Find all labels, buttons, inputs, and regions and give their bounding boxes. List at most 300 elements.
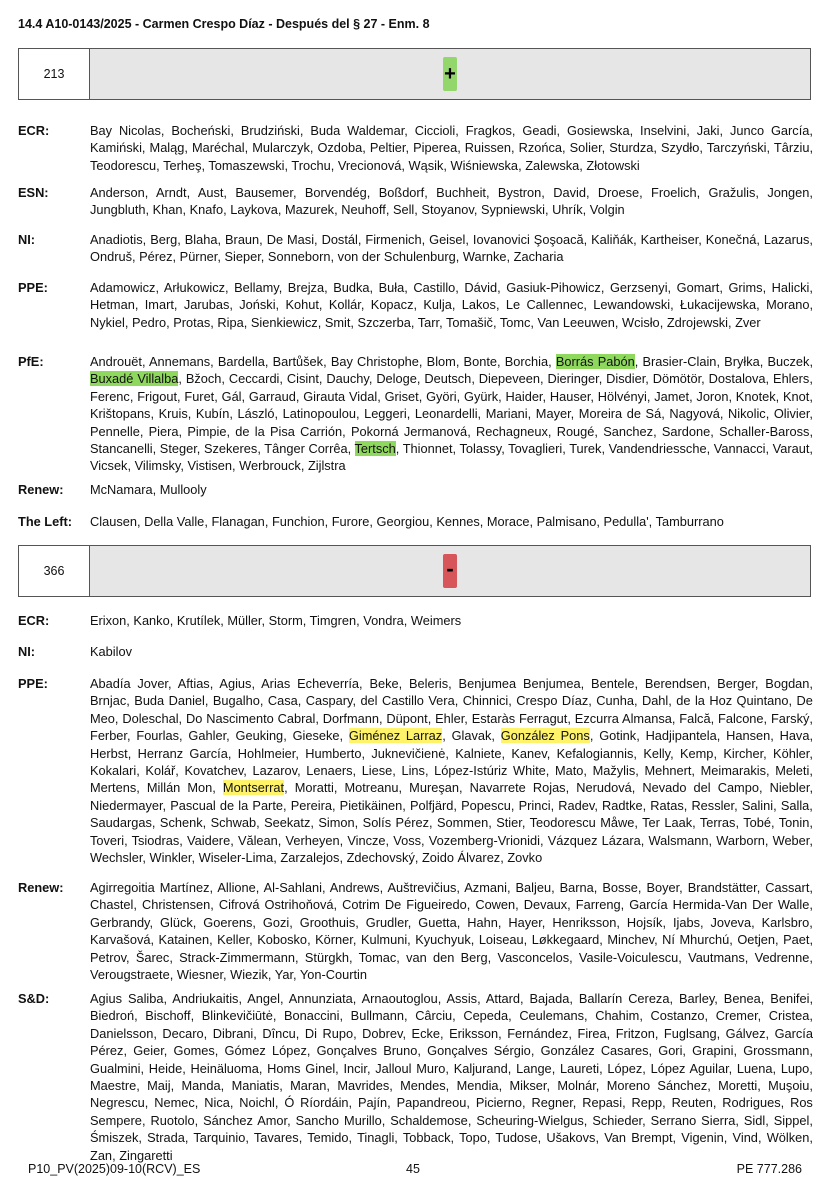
member-name: Lenaers [306, 763, 353, 779]
member-name: Brandstätter [687, 880, 757, 895]
member-name: Kennes [436, 514, 480, 529]
member-name: Gyürk [464, 388, 499, 404]
member-name: Griset [384, 388, 419, 404]
member-name: Herbst [90, 745, 128, 761]
member-name: Zoido Álvarez [421, 850, 501, 866]
member-name: Sturdza [609, 140, 654, 156]
member-name: Ros Sempere [90, 1095, 813, 1128]
group-row [18, 513, 818, 530]
member-name: Agirregoitia Martínez [90, 880, 210, 895]
member-name: Sidl [743, 1112, 766, 1128]
member-name: Brnjac [90, 693, 127, 709]
member-list: Adamowicz, Arłukowicz, Bellamy, Brejza, Budka, Buła, Castillo, Dávid, Gasiuk-Pihowicz, Gerzsenyi, Gomart, Grims, Halicki, Hetman, Imart, Jarubas, Joński, Kohut, Kollár, Kopacz, Kulja, Lakos, Le Callennec, Lewandowski, Łukacijewska, Morano, Nykiel, Pedro, Protas, Ripa, Sienkiewicz, Smit, Szczerba, Tarr, Tomašič, Tomc, Van Leeuwen, Wcisło, Zdrojewski, Zver [90, 280, 814, 330]
member-name: Eriksson [449, 1025, 499, 1041]
member-name: Pajín [358, 1095, 388, 1111]
member-name: Estaràs Ferragut [471, 710, 568, 726]
member-name: Mato [554, 763, 584, 779]
member-name: Serrano Sierra [650, 1112, 736, 1128]
member-name: Ecke [411, 1025, 440, 1041]
member-name: Peltier [369, 140, 406, 156]
member-name: Moreira de Sá [578, 406, 662, 422]
member-name: Haider [505, 388, 543, 404]
member-name: Groothuis [299, 914, 356, 930]
member-name: Della Valle [144, 514, 205, 529]
member-name: Györi [426, 388, 457, 404]
member-name: Verheyen [285, 832, 340, 848]
member-name: Diepeveen [478, 371, 540, 387]
member-name: Sánchez Amor [203, 1112, 288, 1128]
member-name: Jalloul Muro [375, 1060, 446, 1076]
member-name: Cunha [596, 693, 634, 709]
member-name: Zijlstra [307, 458, 346, 474]
member-name: Ceulemans [519, 1008, 585, 1024]
member-name: Wölken [766, 1130, 810, 1146]
member-name: Furore [331, 514, 370, 529]
member-name: Wechsler [90, 850, 143, 866]
member-name: Gotink [599, 728, 637, 744]
member-name: Timgren [309, 613, 357, 628]
member-name: Herranz García [137, 745, 228, 761]
member-name: Cotrim De Figueiredo [342, 897, 467, 913]
member-name: Buchheit [436, 185, 486, 200]
member-name: Schaldemose [390, 1112, 468, 1128]
member-name: Bosse [602, 880, 638, 895]
member-name: Gálvez [725, 1025, 766, 1041]
member-name: Leonardelli [414, 406, 478, 422]
member-name: Gomes [173, 1043, 215, 1059]
member-name: Le Callennec [505, 297, 584, 313]
member-name: Strada [147, 1130, 185, 1146]
member-name: Gerbrandy [90, 914, 150, 930]
member-name: Pereira [290, 797, 332, 813]
group-row [18, 643, 818, 660]
group-row [18, 481, 818, 498]
member-list: Abadía Jover, Aftias, Agius, Arias Echeverría, Beke, Beleris, Benjumea Benjumea, Bentele, Berendsen, Berger, Bogdan, Brnjac, Buda Daniel, Bugalho, Casa, Caspary, del Castillo Vera, Chinnici, Crespo Díaz, Cunha, Dahl, de la Hoz Quintano, De Meo, Doleschal, Do Nascimento Cabral, Dorfmann, Düpont, Ehler, Estaràs Ferragut, Ezcurra Almansa, Falcă, Falcone, Farský, Ferber, Fourlas, Gahler, Geuking, Gieseke, Giménez Larraz, Glavak, González Pons, Gotink, Hadjipantela, Hansen, Hava, Herbst, Herranz García, Hohlmeier, Humberto, Juknevičienė, Kalniete, Kanev, Kefalogiannis, Kelly, Kemp, Kircher, Köhler, Kokalari, Kolář, Kovatchev, Lazarov, Lenaers, Liese, Lins, López-Istúriz White, Mato, Mažylis, Mehnert, Meimarakis, Meleti, Mertens, Millán Mon, Montserrat, Moratti, Motreanu, Mureşan, Navarrete Rojas, Nerudová, Nevado del Campo, Niebler, Niedermayer, Pascual de la Parte, Pereira, Pietikäinen, Polfjärd, Popescu, Princi, Radev, Radtke, Ratas, Ressler, Salini, Salla, Saudargas, Schenk, Schwab, Seekatz, Simon, Solís Pérez, Sommen, Stier, Teodorescu Måwe, Ter Laak, Terras, Tobé, Tonin, Toveri, Tsiodras, Vaidere, Vălean, Verheyen, Vincze, Voss, Vozemberg-Vrionidi, Vázquez Lázara, Walsmann, Warborn, Weber, Wechsler, Winkler, Wiseler-Lima, Zarzalejos, Zdechovský, Zoido Álvarez, Zovko [90, 676, 814, 866]
member-name: Andriukaitis [172, 991, 239, 1006]
member-name: Neuhoff [341, 202, 386, 218]
member-name: Schaller-Baross [719, 423, 810, 439]
member-name: Storm [268, 613, 303, 628]
member-name: Kaljurand [453, 1060, 508, 1076]
member-name: David [553, 185, 586, 200]
member-name: Mendia [456, 1078, 499, 1094]
vote-box-minus [18, 545, 811, 597]
member-name: Ozdoba [317, 140, 363, 156]
member-name: Gonçalves Bruno [316, 1043, 418, 1059]
member-name: Anderson [90, 185, 145, 200]
member-name: Fragkos [465, 123, 512, 138]
member-name: Maniatis [231, 1078, 280, 1094]
member-name: Karvašová [90, 932, 151, 948]
group-row [18, 279, 818, 331]
member-name: Laykova [230, 202, 278, 218]
member-name: Tomac [358, 949, 397, 965]
member-name: Vasconcelos [497, 949, 570, 965]
member-name: Ter Laak [642, 815, 693, 831]
member-name: Vistisen [187, 458, 233, 474]
member-name: Vozemberg-Vrionidi [428, 832, 540, 848]
member-name: Georgiou [376, 514, 430, 529]
member-name: Glück [160, 914, 193, 930]
member-name: Hava [779, 728, 810, 744]
member-name: Sippel [773, 1112, 810, 1128]
member-name: Kokalari [90, 763, 137, 779]
member-name: Aftias [177, 676, 210, 691]
member-name: Ruissen [464, 140, 512, 156]
member-name: Castillo [413, 280, 456, 295]
member-name: Tobback [402, 1130, 451, 1146]
member-name: Reuten [671, 1095, 713, 1111]
member-name: Buda Waldemar [310, 123, 405, 138]
member-name: Latinopoulou [282, 406, 356, 422]
member-name: Cowen [475, 897, 516, 913]
member-name: Stancanelli [90, 441, 153, 457]
member-name: Sienkiewicz [250, 314, 318, 330]
member-name: Târziu [773, 140, 810, 156]
member-name: Mularczyk [252, 140, 310, 156]
member-name: Gál [221, 388, 242, 404]
member-name: Girauta Vidal [303, 388, 378, 404]
member-name: Zver [735, 314, 761, 330]
member-name: Mazurek [285, 202, 335, 218]
member-name: Wiezik [230, 967, 268, 983]
member-name: Berg [150, 232, 178, 247]
member-name: Inselvini [640, 123, 687, 138]
member-name: Mehnert [644, 763, 692, 779]
member-name: Schwab [210, 815, 257, 831]
member-name: Uhrík [552, 202, 583, 218]
member-name: Jongen [767, 185, 810, 200]
member-name: Falcă [679, 710, 711, 726]
footer-pe-number: PE 777.286 [736, 1162, 802, 1176]
member-name: Niedermayer [90, 797, 163, 813]
member-name: Kohut [285, 297, 319, 313]
member-name: Hansen [726, 728, 771, 744]
member-name: Zan [90, 1147, 113, 1163]
member-name: Motreanu [344, 780, 399, 796]
member-name: Krištopans [90, 406, 151, 422]
member-name: Verougstraete [90, 967, 170, 983]
member-name: Junco García [729, 123, 810, 138]
member-name: Mayer [535, 406, 571, 422]
group-row [18, 990, 818, 1164]
member-name: Henriksson [552, 914, 617, 930]
vote-box-plus [18, 48, 811, 100]
member-name: Ressler [691, 797, 735, 813]
member-name: Danielsson [90, 1025, 154, 1041]
member-name: Princi [518, 797, 551, 813]
group-name: ECR: [18, 613, 50, 628]
member-name: Van Leeuwen [537, 314, 615, 330]
group-name: PPE: [18, 676, 48, 691]
member-name: Joron [696, 388, 729, 404]
member-name: Mikser [509, 1078, 547, 1094]
member-name: Papandreou [396, 1095, 467, 1111]
member-name: Nerudová [576, 780, 632, 796]
member-name: De Masi [266, 232, 315, 247]
member-name: Sommen [436, 815, 489, 831]
member-name: Auštrevičius [387, 880, 457, 895]
member-name: Petrov [90, 949, 127, 965]
member-name: Bellamy [234, 280, 279, 295]
member-name: Varaut [772, 441, 810, 457]
member-name: Volgin [589, 202, 625, 218]
member-name: Bystron [497, 185, 542, 200]
member-name: Saudargas [90, 815, 152, 831]
member-name: Paet [783, 932, 810, 948]
group-name: PPE: [18, 280, 48, 295]
member-name: Steger [159, 441, 197, 457]
member-name: Minchev [607, 932, 655, 948]
member-list: Androuët, Annemans, Bardella, Bartůšek, Bay Christophe, Blom, Bonte, Borchia, Borrás Pabón, Brasier-Clain, Bryłka, Buczek, Buxadé Villalba, Bžoch, Ceccardi, Cisint, Dauchy, Deloge, Deutsch, Diepeveen, Dieringer, Disdier, Dömötör, Dostalova, Ehlers, Ferenc, Frigout, Furet, Gál, Garraud, Girauta Vidal, Griset, Györi, Gyürk, Haider, Hauser, Hölvényi, Jamet, Joron, Knotek, Knot, Krištopans, Kruis, Kubín, László, Latinopoulou, Leggeri, Leonardelli, Mariani, Mayer, Moreira de Sá, Nagyová, Nikolic, Olivier, Pennelle, Piera, Pimpie, de la Pisa Carrión, Pokorná Jermanová, Rechagneux, Rougé, Sanchez, Sardone, Schaller-Baross, Stancanelli, Steger, Szekeres, Tânger Corrêa, Tertsch, Thionnet, Tolassy, Tovaglieri, Turek, Vandendriessche, Vannacci, Varaut, Vicsek, Vilimsky, Vistisen, Werbrouck, Zijlstra [90, 354, 813, 474]
member-name: Glavak [451, 728, 492, 744]
member-name: Katainen [158, 932, 210, 948]
member-name: Maij [147, 1078, 171, 1094]
member-name: Khan [152, 202, 183, 218]
member-list: Agius Saliba, Andriukaitis, Angel, Annunziata, Arnaoutoglou, Assis, Attard, Bajada, Ballarín Cereza, Barley, Benea, Benifei, Biedroń, Bischoff, Blinkevičiūtė, Bonaccini, Bullmann, Cârciu, Cepeda, Ceulemans, Chahim, Costanzo, Cremer, Cristea, Danielsson, Decaro, Dibrani, Dîncu, Di Rupo, Dobrev, Ecke, Eriksson, Fernández, Firea, Fritzon, Fuglsang, Gálvez, García Pérez, Geier, Gomes, Gómez López, Gonçalves Bruno, Gonçalves Sérgio, González Casares, Gori, Grapini, Grossmann, Gualmini, Heide, Heinäluoma, Homs Ginel, Incir, Jalloul Muro, Kaljurand, Lange, Laureti, López, López Aguilar, Luena, Lupo, Maestre, Maij, Manda, Maniatis, Maran, Mavrides, Mendes, Mendia, Mikser, Molnár, Moreno Sánchez, Moretti, Muşoiu, Negrescu, Nemec, Nica, Noichl, Ó Ríordáin, Pajín, Papandreou, Picierno, Regner, Repasi, Repp, Reuten, Rodrigues, Ros Sempere, Ruotolo, Sánchez Amor, Sancho Murillo, Schaldemose, Scheuring-Wielgus, Schieder, Serrano Sierra, Sidl, Sippel, Śmiszek, Strada, Tarquinio, Tavares, Temido, Tinagli, Tobback, Topo, Tudose, Ušakovs, Van Brempt, Vigenin, Vind, Wölken, Zan, Zingaretti [90, 991, 813, 1163]
member-name: Protas [173, 314, 211, 330]
member-list [90, 643, 813, 660]
member-name: Vicsek [90, 458, 128, 474]
member-name: Cassart [765, 880, 810, 895]
member-name: Pedro [131, 314, 167, 330]
member-name: Baljeu [515, 880, 552, 895]
member-name: Bartůšek [272, 354, 324, 369]
member-name: Christensen [142, 897, 211, 913]
member-name: Cepeda [463, 1008, 509, 1024]
member-name: Simon [318, 815, 355, 831]
member-name: Hojsík [626, 914, 663, 930]
member-name: Bullmann [350, 1008, 405, 1024]
member-name: Buxadé Villalba [90, 371, 179, 387]
member-name: Mariani [485, 406, 528, 422]
member-name: Cisint [286, 371, 319, 387]
member-name: Rodrigues [722, 1095, 781, 1111]
member-name: Morace [486, 514, 530, 529]
member-name: Blinkevičiūtė [201, 1008, 273, 1024]
member-name: Zacharia [513, 249, 564, 265]
member-name: Piera [148, 423, 179, 439]
member-name: Agius [219, 676, 252, 691]
member-name: Warborn [716, 832, 765, 848]
member-name: Liese [361, 763, 393, 779]
member-name: Gahler [188, 728, 227, 744]
member-name: Benjumea Benjumea [458, 676, 581, 691]
member-name: Hahn [467, 914, 498, 930]
member-name: Vilimsky [134, 458, 181, 474]
member-name: Lakos [461, 297, 496, 313]
member-name: Biedroń [90, 1008, 135, 1024]
member-name: László [237, 406, 275, 422]
member-name: Schieder [592, 1112, 643, 1128]
member-name: Fernández [507, 1025, 569, 1041]
member-name: Kircher [723, 745, 764, 761]
member-name: Falcone [718, 710, 764, 726]
member-name: Al-Sahlani [263, 880, 322, 895]
member-name: Cremer [715, 1008, 758, 1024]
vote-count-minus: 366 [19, 546, 90, 596]
member-name: Cârciu [415, 1008, 453, 1024]
member-name: Ehler [435, 710, 465, 726]
member-name: Incir [343, 1060, 367, 1076]
member-name: Arłukowicz [163, 280, 225, 295]
member-name: van den Berg [406, 949, 488, 965]
member-name: Ciccioli [414, 123, 456, 138]
member-name: Rzońca [518, 140, 563, 156]
member-name: Szekeres [203, 441, 258, 457]
member-name: Droese [597, 185, 640, 200]
member-name: Vrecionová [337, 157, 402, 173]
member-name: Voss [393, 832, 422, 848]
member-name: Assis [446, 991, 478, 1006]
member-name: Schenk [159, 815, 203, 831]
member-name: Kyuchyuk [415, 932, 471, 948]
member-name: Sell [392, 202, 415, 218]
member-name: Di Rupo [304, 1025, 354, 1041]
member-name: Meleti [775, 763, 810, 779]
member-name: Tudose [495, 1130, 538, 1146]
member-name: Buła [378, 280, 405, 295]
member-name: Szydło [660, 140, 700, 156]
member-name: Luena [736, 1060, 773, 1076]
member-name: Humberto [305, 745, 362, 761]
member-name: Yar [274, 967, 294, 983]
member-list: Anadiotis, Berg, Blaha, Braun, De Masi, Dostál, Firmenich, Geisel, Iovanovici Şoşoacă, Kaliňák, Kartheiser, Konečná, Lazarus, Ondruš, Pérez, Pürner, Sieper, Sonneborn, von der Schulenburg, Warnke, Zacharia [90, 232, 813, 265]
member-name: Ondruš [90, 249, 132, 265]
member-name: Maran [290, 1078, 327, 1094]
member-name: Garraud [248, 388, 296, 404]
member-name: Zalewska [525, 157, 580, 173]
member-name: Polfjärd [409, 797, 454, 813]
member-name: Zovko [507, 850, 543, 866]
member-name: Anadiotis [90, 232, 143, 247]
member-name: Sieper [224, 249, 261, 265]
member-name: de la Pisa Carrión [235, 423, 343, 439]
member-name: Terheş [163, 157, 202, 173]
member-name: Teodorescu [90, 157, 157, 173]
member-name: Attard [485, 991, 521, 1006]
member-name: Guetta [418, 914, 457, 930]
member-name: Arias Echeverría [261, 676, 360, 691]
member-name: Pedulla' [603, 514, 649, 529]
member-name: Łukacijewska [680, 297, 757, 313]
member-name: von der Schulenburg [337, 249, 456, 265]
member-name: Nagyová [669, 406, 720, 422]
member-name: Wcisło [622, 314, 660, 330]
member-name: Tamburrano [655, 514, 724, 529]
member-name: Azmani [464, 880, 507, 895]
member-name: Walsmann [648, 832, 709, 848]
member-name: Hetman [90, 297, 135, 313]
member-name: Boßdorf [378, 185, 425, 200]
member-name: Bonte [463, 354, 497, 369]
member-name: Heide [148, 1060, 183, 1076]
member-name: Sanchez [603, 423, 654, 439]
member-name: Farský [770, 710, 810, 726]
member-name: Bajada [529, 991, 570, 1006]
member-name: Tonin [778, 815, 810, 831]
member-name: López [607, 1060, 643, 1076]
member-name: Laureti [559, 1060, 600, 1076]
member-name: Dauchy [326, 371, 369, 387]
member-name: Bay Christophe [330, 354, 419, 369]
member-name: Montserrat [222, 780, 285, 796]
member-name: Bentele [591, 676, 635, 691]
member-name: Maląg [149, 140, 185, 156]
member-name: Kemp [680, 745, 714, 761]
group-row [18, 184, 818, 219]
member-name: Erixon [90, 613, 127, 628]
member-list: Bay Nicolas, Bocheński, Brudziński, Buda Waldemar, Ciccioli, Fragkos, Geadi, Gosiewska, Inselvini, Jaki, Junco García, Kamiński, Maląg, Maréchal, Mularczyk, Ozdoba, Peltier, Piperea, Ruissen, Rzońca, Solier, Sturdza, Szydło, Tarczyński, Târziu, Teodorescu, Terheş, Tomaszewski, Trochu, Vrecionová, Wąsik, Wiśniewska, Zalewska, Złotowski [90, 123, 814, 173]
member-name: Nykiel [90, 314, 125, 330]
member-name: Ferenc [90, 388, 130, 404]
member-name: Homs Ginel [267, 1060, 336, 1076]
member-name: Kefalogiannis [556, 745, 634, 761]
member-name: Angel [247, 991, 280, 1006]
member-name: Mendes [400, 1078, 446, 1094]
member-name: Kalniete [455, 745, 502, 761]
member-name: Kulmuni [360, 932, 408, 948]
member-name: Tinagli [357, 1130, 395, 1146]
member-name: Köhler [773, 745, 810, 761]
member-name: Moratti [294, 780, 334, 796]
member-name: Benea [723, 991, 761, 1006]
member-name: Dahl [641, 693, 669, 709]
member-name: Szczerba [357, 314, 411, 330]
member-name: Aust [197, 185, 224, 200]
member-name: Pietikäinen [339, 797, 403, 813]
member-name: Vigenin [681, 1130, 724, 1146]
member-name: Moreno Sánchez [606, 1078, 708, 1094]
member-name: Strack-Zimmermann [179, 949, 296, 965]
member-name: Blom [426, 354, 456, 369]
footer-page-number: 45 [406, 1162, 420, 1176]
member-name: Vondra [363, 613, 404, 628]
member-name: Firea [577, 1025, 607, 1041]
member-name: Kolář [145, 763, 176, 779]
member-name: Nikolic [728, 406, 766, 422]
member-name: Stürgkh [304, 949, 349, 965]
member-name: Hayer [508, 914, 542, 930]
member-name: García Hermida-Van Der Walle [629, 897, 810, 913]
member-name: Teodorescu Måwe [529, 815, 635, 831]
member-name: Iovanovici Şoşoacă [472, 232, 584, 247]
member-name: Jamet [654, 388, 690, 404]
member-name: Ferber [90, 728, 127, 744]
member-name: Tarr [417, 314, 440, 330]
member-name: Bžoch [185, 371, 222, 387]
footer-reference: P10_PV(2025)09-10(RCV)_ES [28, 1162, 201, 1176]
member-name: García Pérez [90, 1025, 813, 1059]
member-name: Bocheński [171, 123, 231, 138]
member-name: Śmiszek [90, 1130, 139, 1146]
member-name: Beke [369, 676, 399, 691]
member-name: Furet [184, 388, 215, 404]
member-name: Chahim [595, 1008, 640, 1024]
member-name: Weimers [410, 613, 462, 628]
member-name: Chinnici [462, 693, 509, 709]
member-name: Lins [401, 763, 425, 779]
member-name: Kelly [643, 745, 671, 761]
group-name: PfE: [18, 354, 44, 369]
member-name: Barley [678, 991, 715, 1006]
group-row [18, 353, 818, 475]
member-name: Kartheiser [640, 232, 699, 247]
member-name: Borchia [504, 354, 549, 369]
member-name: Wiseler-Lima [198, 850, 274, 866]
member-name: Zingaretti [119, 1147, 173, 1163]
member-name: Cristea [768, 1008, 810, 1024]
